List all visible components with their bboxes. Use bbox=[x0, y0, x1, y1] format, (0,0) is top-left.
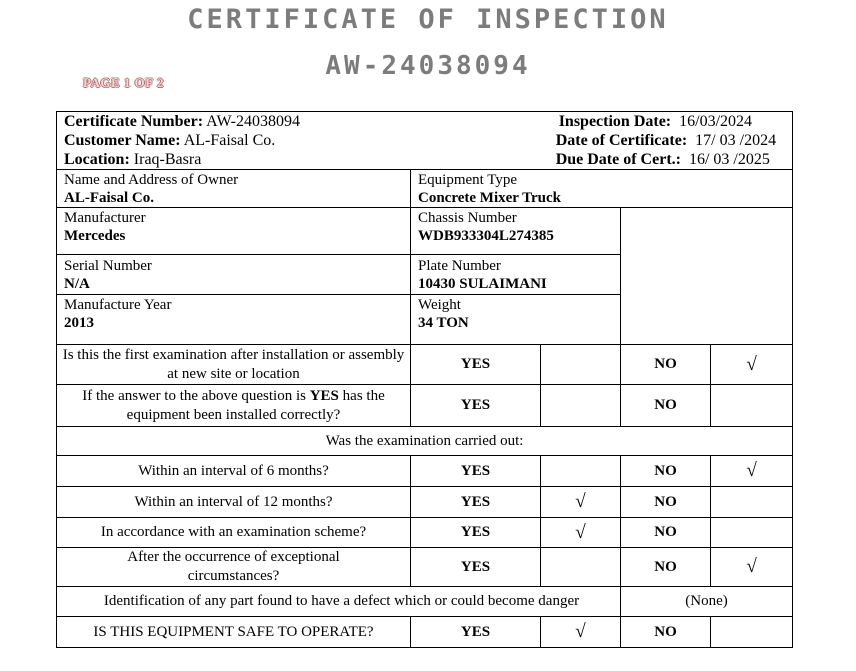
yes-label: YES bbox=[411, 385, 541, 427]
section-heading: Was the examination carried out: bbox=[57, 427, 793, 456]
yes-check-cell[interactable] bbox=[541, 548, 621, 587]
checkmark-icon: √ bbox=[575, 491, 586, 512]
manufacturer-label: Manufacturer bbox=[64, 210, 146, 226]
location: Iraq-Basra bbox=[133, 151, 202, 168]
checkmark-icon: √ bbox=[575, 621, 586, 642]
no-label: NO bbox=[621, 548, 711, 587]
yes-check-cell[interactable] bbox=[541, 385, 621, 427]
chassis-label: Chassis Number bbox=[418, 210, 517, 226]
location-label: Location: bbox=[64, 151, 130, 168]
no-check-cell[interactable] bbox=[711, 548, 793, 587]
question-row bbox=[57, 487, 793, 518]
manufacturer-cell bbox=[57, 208, 411, 255]
checkmark-icon: √ bbox=[746, 556, 757, 577]
question-exceptional-circumstances: After the occurrence of exceptional circumstances? bbox=[57, 548, 411, 587]
plate-label: Plate Number bbox=[418, 257, 501, 274]
manufacturer-value: Mercedes bbox=[64, 228, 126, 244]
certificate-number-title: AW-24038094 bbox=[325, 51, 531, 81]
date-of-certificate-label: Date of Certificate: bbox=[555, 132, 688, 149]
serial-cell bbox=[57, 255, 411, 295]
question-row bbox=[57, 345, 793, 385]
question-examination-scheme: In accordance with an examination scheme? bbox=[57, 518, 411, 548]
yes-label: YES bbox=[411, 518, 541, 548]
yes-label: YES bbox=[411, 487, 541, 518]
customer-name: AL-Faisal Co. bbox=[183, 132, 276, 149]
checkmark-icon: √ bbox=[575, 521, 586, 543]
chassis-cell bbox=[411, 208, 621, 255]
header-right bbox=[556, 112, 792, 169]
checkmark-icon: √ bbox=[746, 353, 757, 375]
certificate-title: CERTIFICATE OF INSPECTION bbox=[187, 4, 669, 35]
serial-value: N/A bbox=[64, 275, 90, 292]
owner-value: AL-Faisal Co. bbox=[64, 189, 154, 206]
equipment-type-cell bbox=[411, 170, 793, 208]
equipment-type-label: Equipment Type bbox=[418, 171, 518, 188]
no-check-cell[interactable] bbox=[711, 518, 793, 548]
due-date-label: Due Date of Cert.: bbox=[555, 151, 681, 168]
question-first-examination: Is this the first examination after installation or assembly at new site or location bbox=[57, 345, 411, 385]
year-value: 2013 bbox=[64, 315, 94, 331]
no-label: NO bbox=[621, 345, 711, 385]
chassis-value: WDB933304L274385 bbox=[418, 228, 554, 244]
question-12-months: Within an interval of 12 months? bbox=[57, 487, 411, 518]
certificate-number-label: Certificate Number: bbox=[64, 113, 204, 130]
plate-cell bbox=[411, 255, 621, 295]
yes-check-cell[interactable] bbox=[541, 345, 621, 385]
equipment-type-value: Concrete Mixer Truck bbox=[418, 189, 562, 206]
no-check-cell[interactable] bbox=[711, 617, 793, 648]
no-label: NO bbox=[621, 385, 711, 427]
certificate-number: AW-24038094 bbox=[206, 113, 300, 130]
defect-value: (None) bbox=[621, 587, 793, 617]
owner-cell bbox=[57, 170, 411, 208]
customer-name-label: Customer Name: bbox=[64, 132, 181, 149]
question-row bbox=[57, 385, 793, 427]
yes-label: YES bbox=[411, 617, 541, 648]
serial-label: Serial Number bbox=[64, 257, 152, 274]
question-installed-correctly bbox=[57, 385, 411, 427]
weight-label: Weight bbox=[418, 297, 461, 313]
year-cell bbox=[57, 295, 411, 345]
no-label: NO bbox=[621, 518, 711, 548]
header-row bbox=[57, 112, 793, 170]
question-text: If the answer to the above question is bbox=[82, 387, 310, 404]
defect-question: Identification of any part found to have a defect which or could become danger bbox=[57, 587, 621, 617]
page-indicator: PAGE 1 OF 2 bbox=[83, 75, 164, 90]
yes-check-cell[interactable] bbox=[541, 617, 621, 648]
question-emphasis: YES bbox=[309, 387, 339, 404]
question-row bbox=[57, 617, 793, 648]
question-row bbox=[57, 456, 793, 487]
date-of-certificate: 17/ 03 /2024 bbox=[695, 132, 777, 149]
no-check-cell[interactable] bbox=[711, 345, 793, 385]
question-row bbox=[57, 518, 793, 548]
no-check-cell[interactable] bbox=[711, 456, 793, 487]
yes-label: YES bbox=[411, 456, 541, 487]
blank-cell bbox=[621, 208, 793, 345]
question-6-months: Within an interval of 6 months? bbox=[57, 456, 411, 487]
header-left bbox=[57, 112, 300, 169]
inspection-table bbox=[56, 111, 793, 648]
inspection-date-label: Inspection Date: bbox=[558, 113, 672, 130]
due-date: 16/ 03 /2025 bbox=[688, 151, 770, 168]
plate-value: 10430 SULAIMANI bbox=[418, 275, 547, 292]
yes-check-cell[interactable] bbox=[541, 487, 621, 518]
inspection-date: 16/03/2024 bbox=[679, 113, 753, 130]
question-row bbox=[57, 548, 793, 587]
weight-value: 34 TON bbox=[418, 315, 469, 331]
no-check-cell[interactable] bbox=[711, 487, 793, 518]
owner-label: Name and Address of Owner bbox=[64, 171, 239, 188]
checkmark-icon: √ bbox=[746, 460, 757, 481]
question-text: has the equipment been installed correctly? bbox=[126, 387, 385, 423]
no-label: NO bbox=[621, 487, 711, 518]
year-label: Manufacture Year bbox=[64, 297, 172, 313]
weight-cell bbox=[411, 295, 621, 345]
yes-check-cell[interactable] bbox=[541, 456, 621, 487]
yes-check-cell[interactable] bbox=[541, 518, 621, 548]
no-check-cell[interactable] bbox=[711, 385, 793, 427]
yes-label: YES bbox=[411, 548, 541, 587]
question-safe-to-operate: IS THIS EQUIPMENT SAFE TO OPERATE? bbox=[57, 617, 411, 648]
yes-label: YES bbox=[411, 345, 541, 385]
no-label: NO bbox=[621, 617, 711, 648]
no-label: NO bbox=[621, 456, 711, 487]
